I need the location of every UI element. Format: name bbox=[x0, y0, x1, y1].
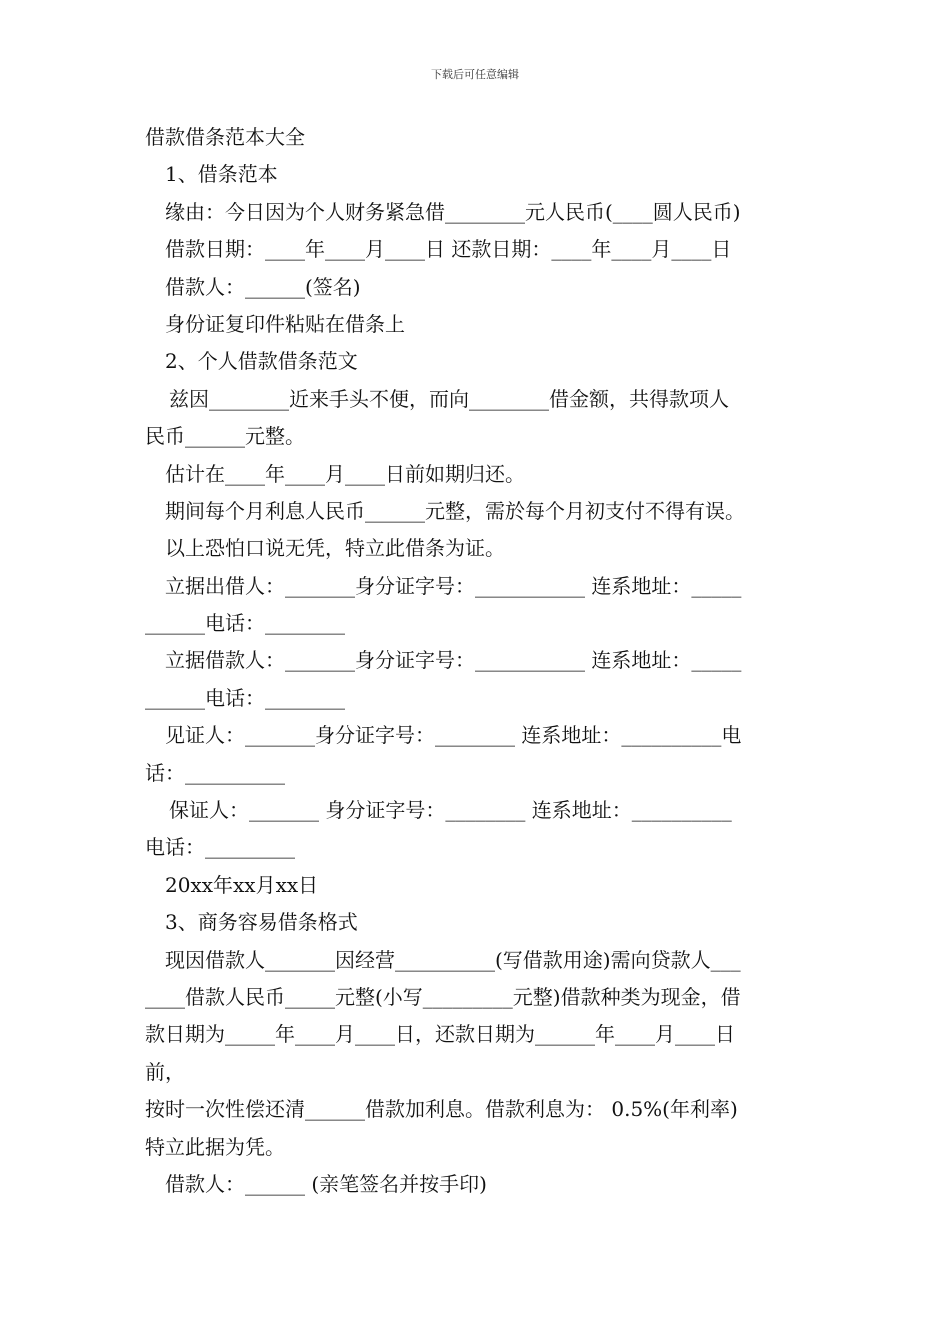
text-line: 身份证复印件粘贴在借条上 bbox=[165, 311, 405, 336]
text-line: 借款人：______ (亲笔签名并按手印) bbox=[165, 1171, 487, 1196]
text-line: 20xx年xx月xx日 bbox=[165, 872, 319, 897]
text-line: 电话：_________ bbox=[145, 835, 295, 860]
text-line: 2、个人借款借条范文 bbox=[165, 349, 358, 374]
document-body bbox=[145, 119, 809, 1203]
document-title: 借款借条范本大全 bbox=[145, 125, 305, 149]
text-line: 借款人：______(签名) bbox=[165, 274, 361, 299]
text-line: 立据借款人：_______身分证字号：___________ 连系地址：_____ bbox=[165, 648, 742, 673]
text-line: ______电话：________ bbox=[145, 611, 345, 636]
text-line: 缘由：今日因为个人财务紧急借________元人民币(____圆人民币) bbox=[165, 199, 741, 224]
text-line: ____借款人民币_____元整(小写_________元整)借款种类为现金，借 bbox=[145, 984, 741, 1009]
text-line: 3、商务容易借条格式 bbox=[165, 910, 358, 935]
text-line: 1、借条范本 bbox=[165, 162, 278, 187]
text-line: 民币______元整。 bbox=[145, 424, 305, 449]
text-line: 话：__________ bbox=[145, 760, 285, 785]
text-line: 以上恐怕口说无凭，特立此借条为证。 bbox=[165, 536, 505, 561]
text-line: 见证人：_______身分证字号：________ 连系地址：__________电 bbox=[165, 723, 742, 748]
text-line: ______电话：________ bbox=[145, 685, 345, 710]
header-note: 下载后可任意编辑 bbox=[431, 68, 519, 81]
text-line: 借款日期：____年____月____日 还款日期：____年____月____日 bbox=[165, 237, 732, 262]
text-line: 估计在____年____月____日前如期归还。 bbox=[165, 461, 525, 486]
text-line: 现因借款人_______因经营__________(写借款用途)需向贷款人___ bbox=[165, 947, 741, 972]
text-line: 立据出借人：_______身分证字号：___________ 连系地址：_____ bbox=[165, 573, 742, 598]
text-line: 保证人：_______ 身分证字号：________ 连系地址：__________ bbox=[169, 798, 732, 823]
text-line: 前， bbox=[145, 1059, 185, 1084]
text-line: 按时一次性偿还清______借款加利息。借款利息为： 0.5%(年利率) bbox=[145, 1097, 738, 1122]
text-line: 期间每个月利息人民币______元整，需於每个月初支付不得有误。 bbox=[165, 498, 745, 523]
text-line: 兹因________近来手头不便，而向________借金额，共得款项人 bbox=[169, 386, 729, 411]
text-line: 特立此据为凭。 bbox=[145, 1134, 285, 1159]
text-line: 款日期为_____年____月____日，还款日期为______年____月____日 bbox=[145, 1022, 735, 1047]
